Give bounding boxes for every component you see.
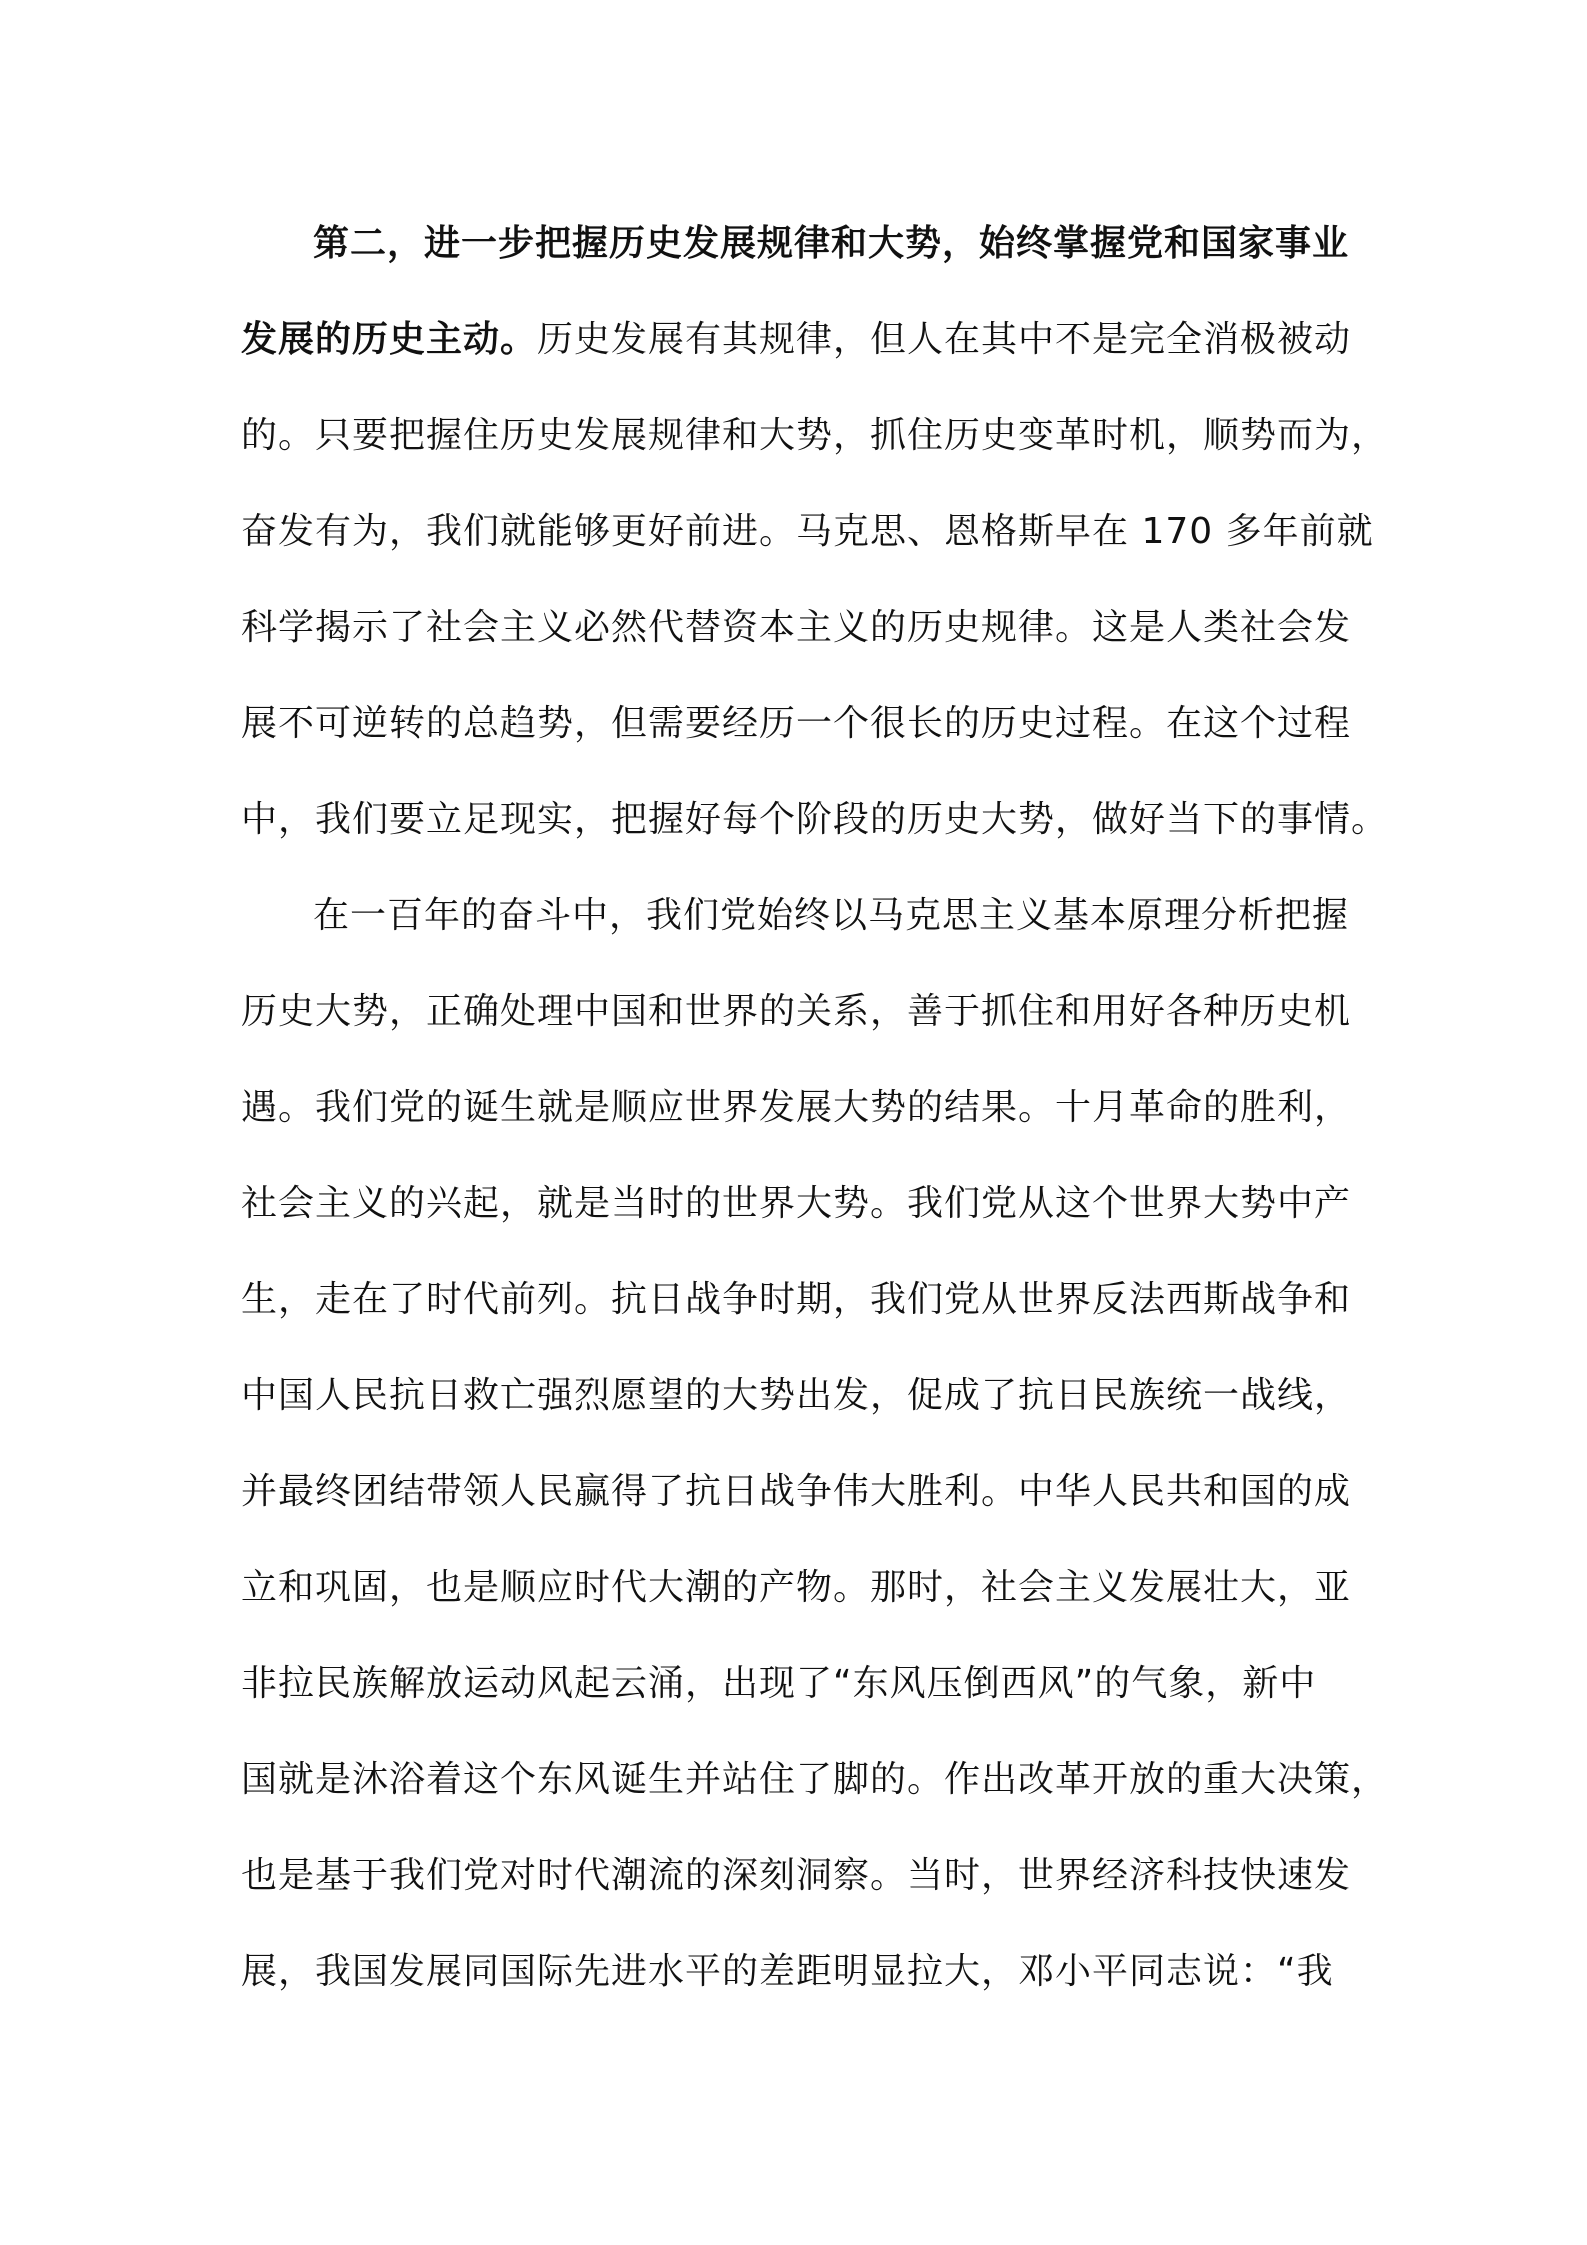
paragraph-2-line-8: 立和巩固，也是顺应时代大潮的产物。那时，社会主义发展壮大，亚: [241, 1567, 1352, 1608]
paragraph-2-line-7: 并最终团结带领人民赢得了抗日战争伟大胜利。中华人民共和国的成: [241, 1471, 1352, 1512]
paragraph-1-line-6: 展不可逆转的总趋势，但需要经历一个很长的历史过程。在这个过程: [241, 703, 1352, 744]
paragraph-2-line-4: 社会主义的兴起，就是当时的世界大势。我们党从这个世界大势中产: [241, 1183, 1352, 1224]
paragraph-2-line-1: 在一百年的奋斗中，我们党始终以马克思主义基本原理分析把握: [313, 895, 1350, 936]
paragraph-2-line-3: 遇。我们党的诞生就是顺应世界发展大势的结果。十月革命的胜利，: [241, 1087, 1352, 1128]
paragraph-2-line-5: 生，走在了时代前列。抗日战争时期，我们党从世界反法西斯战争和: [241, 1279, 1352, 1320]
paragraph-2-line-11: 也是基于我们党对时代潮流的深刻洞察。当时，世界经济科技快速发: [241, 1855, 1352, 1896]
paragraph-2-line-9: 非拉民族解放运动风起云涌，出现了“东风压倒西风”的气象，新中: [241, 1663, 1317, 1704]
paragraph-1-line-5: 科学揭示了社会主义必然代替资本主义的历史规律。这是人类社会发: [241, 607, 1352, 648]
paragraph-1-line-2-text: 历史发展有其规律，但人在其中不是完全消极被动: [537, 319, 1352, 360]
paragraph-1: [241, 206, 1389, 878]
paragraph-2: [241, 878, 1389, 2030]
paragraph-1-line-2: [241, 302, 1352, 398]
paragraph-1-line-1: 第二，进一步把握历史发展规律和大势，始终掌握党和国家事业: [313, 223, 1350, 264]
paragraph-1-line-7: 中，我们要立足现实，把握好每个阶段的历史大势，做好当下的事情。: [241, 799, 1389, 840]
paragraph-1-line-3: 的。只要把握住历史发展规律和大势，抓住历史变革时机，顺势而为，: [241, 415, 1389, 456]
paragraph-2-line-6: 中国人民抗日救亡强烈愿望的大势出发，促成了抗日民族统一战线，: [241, 1375, 1352, 1416]
paragraph-2-line-2: 历史大势，正确处理中国和世界的关系，善于抓住和用好各种历史机: [241, 991, 1352, 1032]
paragraph-2-line-10: 国就是沐浴着这个东风诞生并站住了脚的。作出改革开放的重大决策，: [241, 1759, 1389, 1800]
paragraph-1-line-4: 奋发有为，我们就能够更好前进。马克思、恩格斯早在 170 多年前就: [241, 511, 1374, 552]
paragraph-2-line-12: 展，我国发展同国际先进水平的差距明显拉大，邓小平同志说：“我: [241, 1951, 1334, 1992]
paragraph-1-heading-end: 发展的历史主动。: [241, 319, 538, 360]
document-body: [241, 206, 1389, 2030]
